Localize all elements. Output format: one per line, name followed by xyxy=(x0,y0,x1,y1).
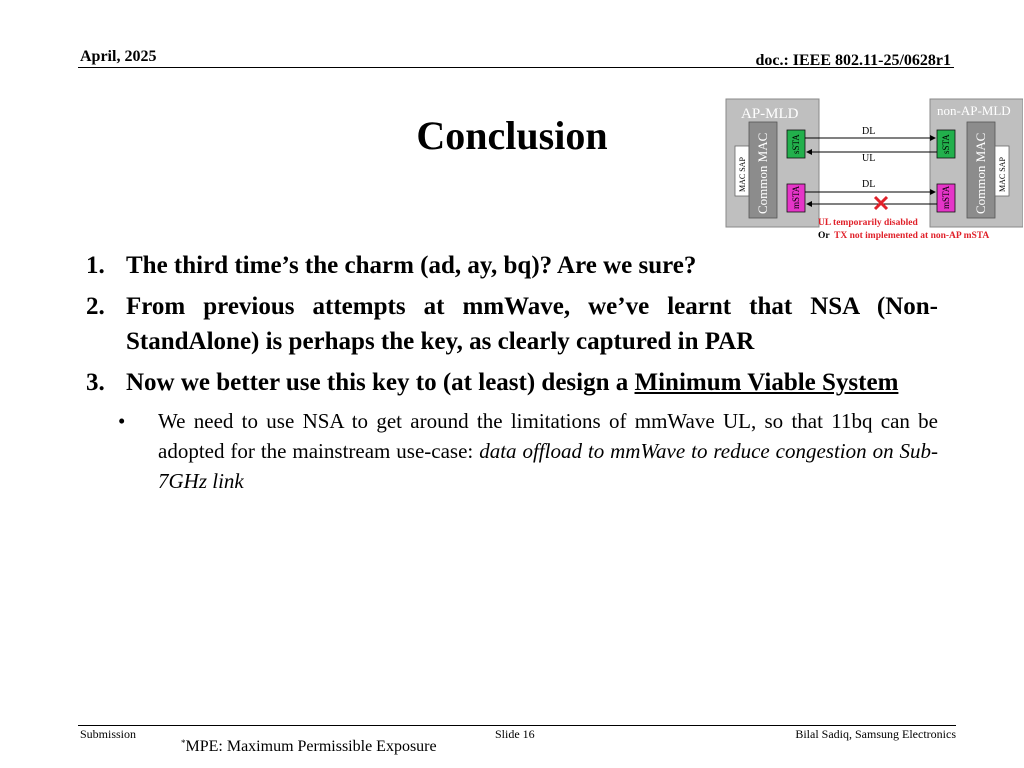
dl-link-bottom-label: DL xyxy=(862,179,876,190)
disabled-note-line1: UL temporarily disabled xyxy=(818,218,918,228)
sub-bullet xyxy=(86,406,938,496)
mld-diagram xyxy=(725,98,1023,240)
disabled-note-or: Or xyxy=(818,231,830,240)
list-item xyxy=(86,365,938,400)
disabled-note-line2: TX not implemented at non-AP mSTA xyxy=(834,231,990,240)
list-number: 1. xyxy=(86,252,105,279)
list-item-text: From previous attempts at mmWave, we’ve learnt that NSA (Non-StandAlone) is perhaps the key, as clearly captured in PAR xyxy=(126,293,938,355)
slide-title: Conclusion xyxy=(416,113,608,158)
list-item xyxy=(86,289,938,359)
footnote-text: MPE: Maximum Permissible Exposure xyxy=(185,738,437,755)
footnote xyxy=(181,738,437,756)
conclusion-list xyxy=(86,248,938,496)
minimum-viable-system-text: Minimum Viable System xyxy=(634,369,899,396)
ap-common-mac-label: Common MAC xyxy=(755,132,770,214)
non-ap-ssta-label: sSTA xyxy=(941,134,951,154)
list-number: 2. xyxy=(86,293,105,320)
disabled-x-icon xyxy=(875,197,887,209)
sub-bullet-text: We need to use NSA to get around the limitations of mmWave UL, so that 11bq can be adopted for the mainstream use-case: xyxy=(158,409,938,463)
footer-slide-number: Slide 16 xyxy=(495,727,535,741)
header-doc-id: doc.: IEEE 802.11-25/0628r1 xyxy=(755,52,951,69)
header-divider xyxy=(78,67,954,68)
list-number: 3. xyxy=(86,369,105,396)
ul-link-label: UL xyxy=(862,153,876,164)
footnote-mark: * xyxy=(181,738,186,748)
footer-author: Bilal Sadiq, Samsung Electronics xyxy=(795,727,956,741)
list-item-text: Now we better use this key to (at least) design a xyxy=(126,369,635,396)
non-ap-msta-label: mSTA xyxy=(941,185,951,209)
ap-ssta-label: sSTA xyxy=(791,134,801,154)
ap-msta-label: mSTA xyxy=(791,185,801,209)
header-date: April, 2025 xyxy=(80,48,157,65)
non-ap-mld-label: non-AP-MLD xyxy=(937,103,1011,118)
ap-mld-label: AP-MLD xyxy=(741,106,799,122)
footer-divider xyxy=(78,725,956,726)
non-ap-mac-sap-label: MAC SAP xyxy=(998,157,1007,192)
footer-submission: Submission xyxy=(80,727,137,741)
dl-link-top-label: DL xyxy=(862,126,876,137)
sub-bullet-italic-text: data offload to mmWave to reduce congestion on Sub-7GHz link xyxy=(158,439,938,493)
non-ap-common-mac-label: Common MAC xyxy=(973,132,988,214)
list-item-text: The third time’s the charm (ad, ay, bq)? Are we sure? xyxy=(126,252,697,279)
ap-mac-sap-label: MAC SAP xyxy=(738,157,747,192)
list-item xyxy=(86,248,938,283)
bullet-icon: • xyxy=(118,409,126,433)
